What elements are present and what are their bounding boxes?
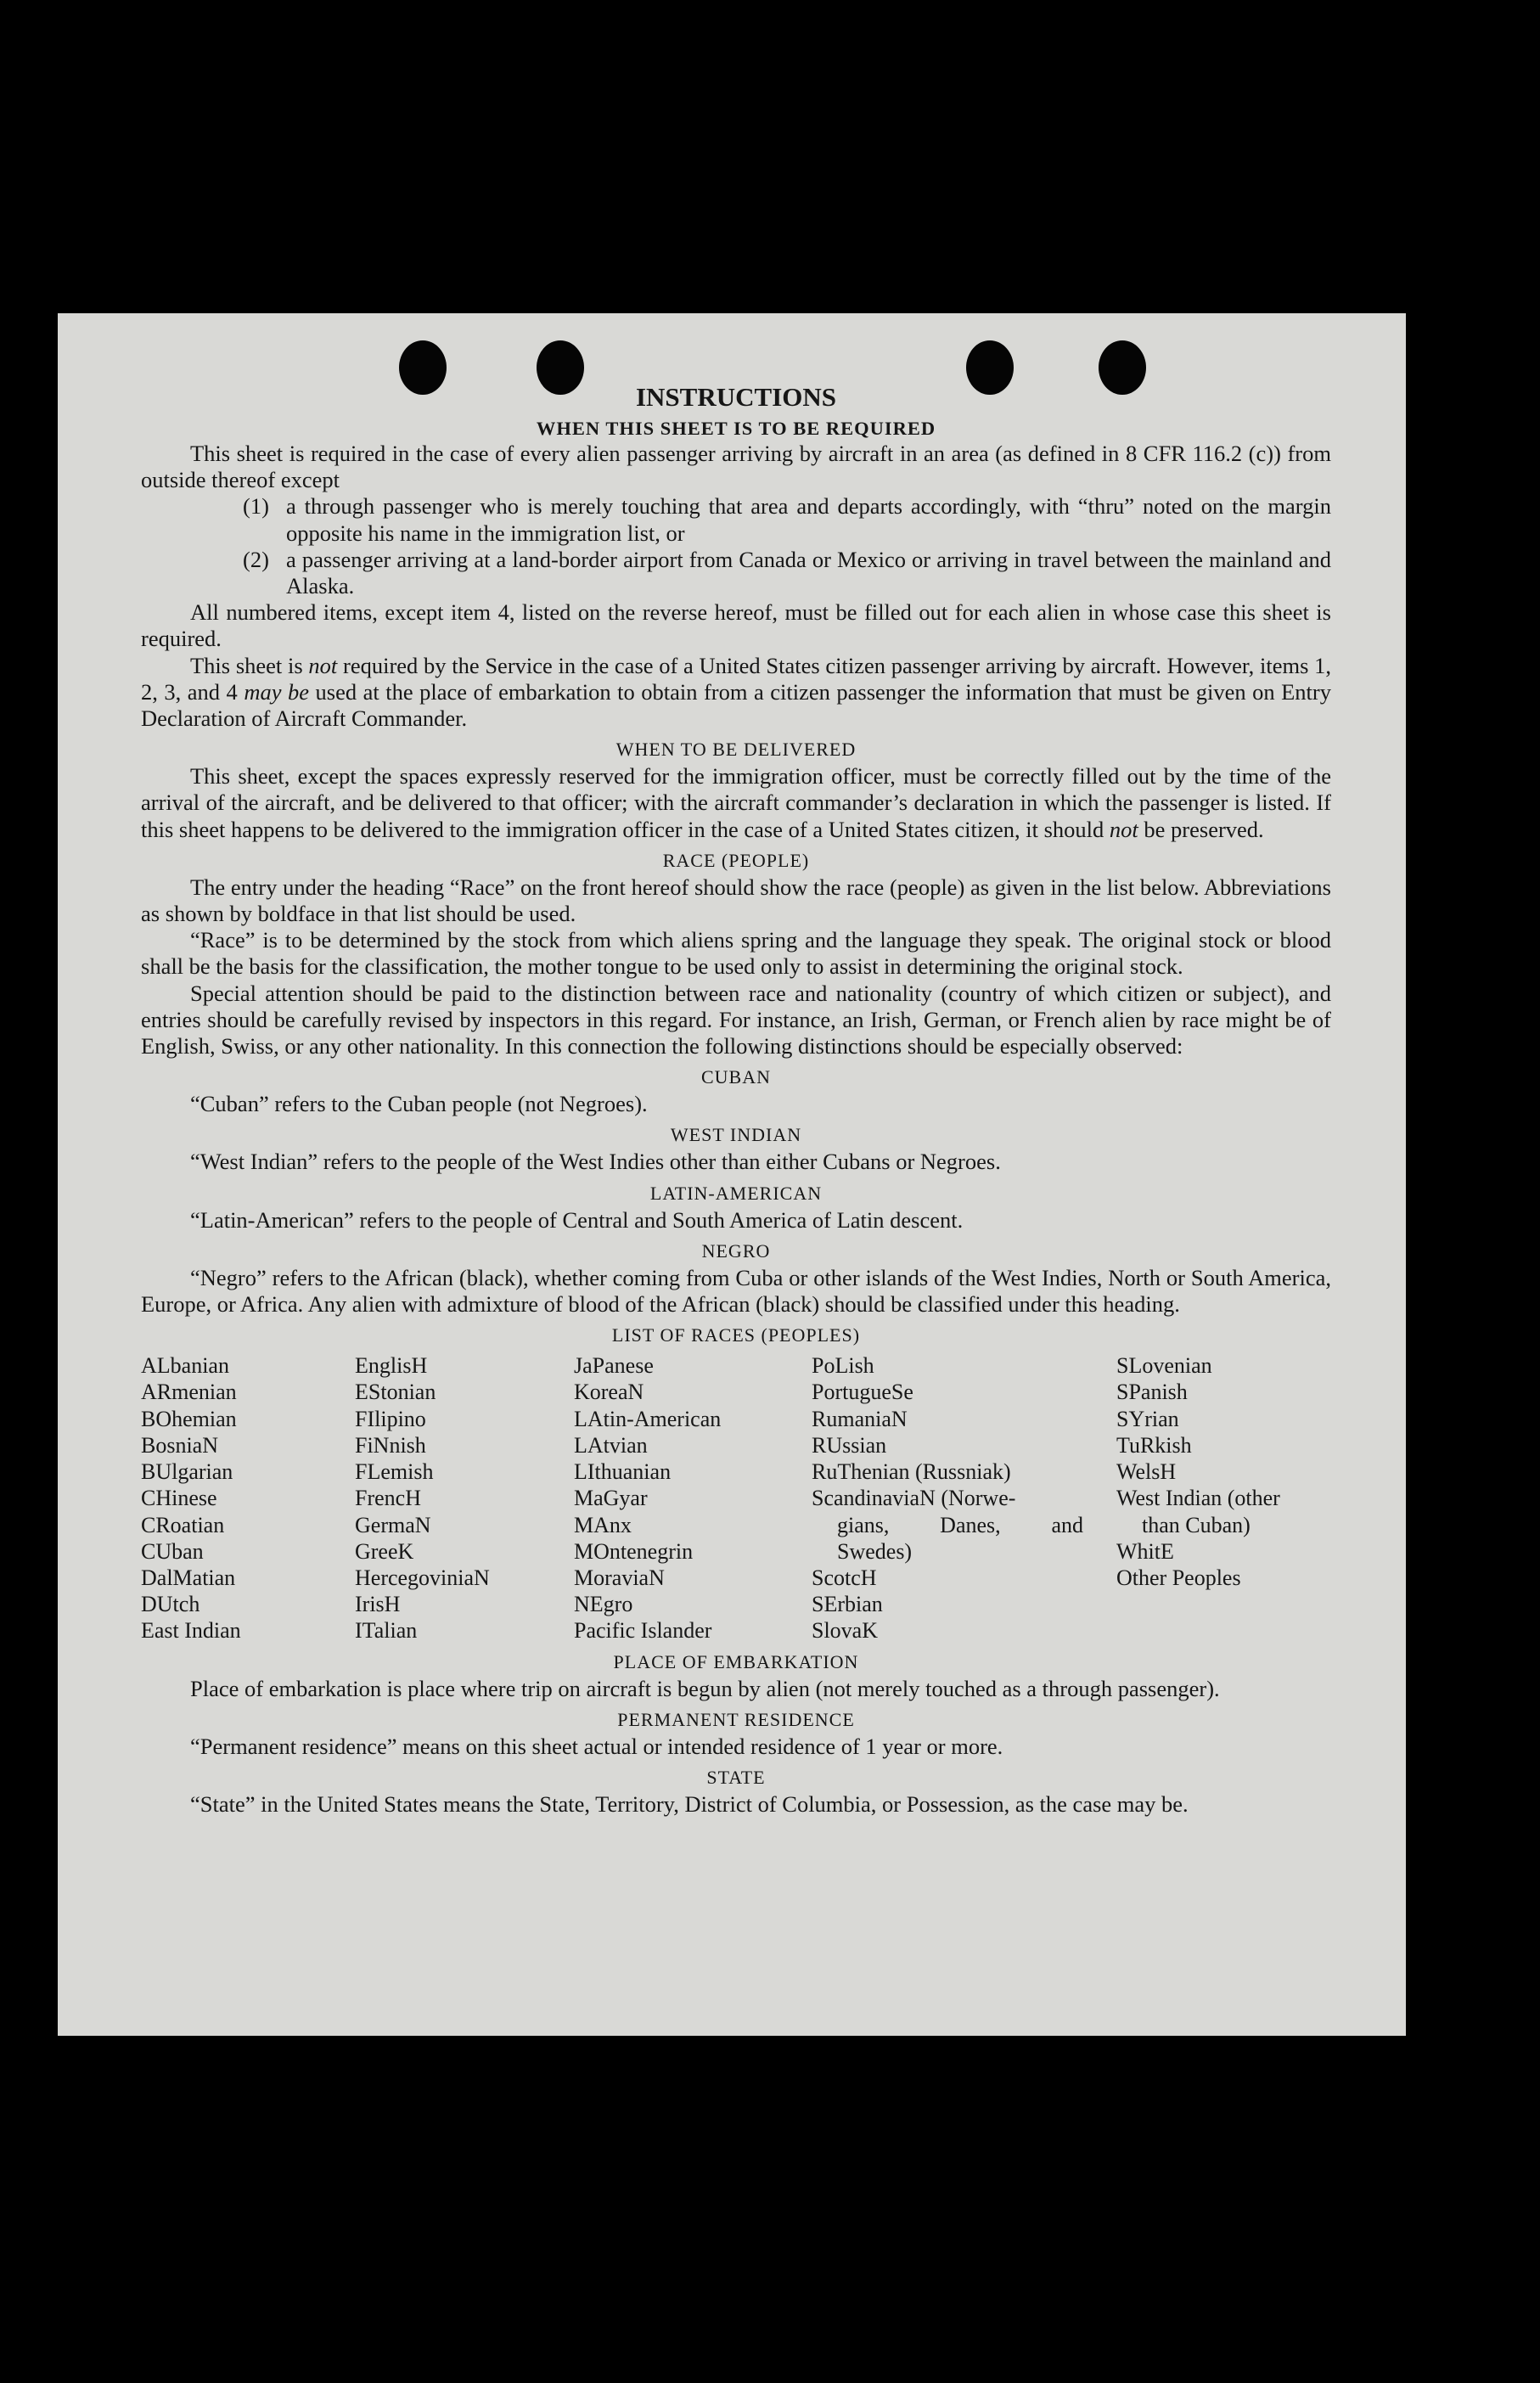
list-item: GermaN (355, 1512, 431, 1537)
races-column (1116, 1352, 1354, 1644)
paragraph: All numbered items, except item 4, listed on the reverse hereof, must be filled out for each alien in whose case this sheet is required. (141, 599, 1331, 652)
list-item: RuThenian (Russniak) (812, 1459, 1011, 1485)
paragraph: “Race” is to be determined by the stock from which aliens spring and the language they speak. The original stock or blood shall be the basis for the classification, the mother tongue to be used only to assist in determining the original stock. (141, 927, 1331, 980)
section-heading-state: STATE (706, 1766, 766, 1788)
list-item: SLovenian (1116, 1353, 1212, 1379)
list-item: MaGyar (574, 1486, 648, 1511)
list-item-continuation: than Cuban) (1142, 1512, 1251, 1537)
section-heading-list-of-races: LIST OF RACES (PEOPLES) (611, 1324, 861, 1346)
list-item: East Indian (141, 1618, 241, 1644)
paragraph: “State” in the United States means the State, Territory, District of Columbia, or Possession, as the case may be. (190, 1790, 1189, 1817)
section-heading-race: RACE (PEOPLE) (662, 849, 810, 871)
list-item: ARmenian (141, 1380, 237, 1405)
list-item: CUban (141, 1538, 204, 1564)
punch-hole (966, 340, 1014, 395)
list-item: West Indian (other (1116, 1486, 1280, 1511)
list-item: SErbian (812, 1592, 883, 1617)
list-item: DalMatian (141, 1565, 236, 1590)
section-heading-residence: PERMANENT RESIDENCE (617, 1708, 855, 1730)
paragraph: This sheet is required in the case of every alien passenger arriving by aircraft in an area (as defined in 8 CFR 116.2 (c)) from outside thereof except (141, 441, 1331, 493)
list-item: PoLish (812, 1353, 874, 1379)
list-item: RumaniaN (812, 1406, 908, 1431)
instruction-sheet (58, 313, 1406, 2036)
list-item (141, 493, 1331, 546)
list-item: ITalian (355, 1618, 418, 1644)
list-item: LIthuanian (574, 1459, 672, 1485)
races-column (141, 1352, 355, 1644)
list-item: Other Peoples (1116, 1565, 1241, 1590)
section-heading-negro: NEGRO (701, 1239, 771, 1262)
page-title: INSTRUCTIONS (635, 382, 836, 412)
list-item: BUlgarian (141, 1459, 233, 1485)
item-number: (2) (243, 546, 269, 572)
list-item: DUtch (141, 1592, 200, 1617)
list-item: LAtvian (574, 1432, 648, 1458)
list-item: HercegoviniaN (355, 1565, 490, 1590)
list-item: PortugueSe (812, 1380, 913, 1405)
races-list (141, 1352, 1331, 1644)
list-item-continuation: Swedes) (837, 1538, 913, 1564)
list-item: MOntenegrin (574, 1538, 694, 1564)
list-item: BOhemian (141, 1406, 237, 1431)
paragraph: “West Indian” refers to the people of the West Indies other than either Cubans or Negroes. (190, 1149, 1001, 1175)
races-column (355, 1352, 574, 1644)
list-item: ScotcH (812, 1565, 877, 1590)
paragraph: “Permanent residence” means on this sheet actual or intended residence of 1 year or more. (190, 1733, 1003, 1759)
list-item: CRoatian (141, 1512, 225, 1537)
paragraph: “Negro” refers to the African (black), whether coming from Cuba or other islands of the West Indies, North or South America, Europe, or Africa. Any alien with admixture of blood of the African (black) should be classified under this heading. (141, 1264, 1331, 1318)
list-item: RUssian (812, 1432, 887, 1458)
list-item: FrencH (355, 1486, 421, 1511)
list-item: CHinese (141, 1486, 217, 1511)
section-heading-delivered: WHEN TO BE DELIVERED (615, 739, 857, 761)
list-item: NEgro (574, 1592, 633, 1617)
races-column (812, 1352, 1116, 1644)
punch-hole (537, 340, 584, 395)
list-item: ALbanian (141, 1353, 229, 1379)
list-item: Pacific Islander (574, 1618, 712, 1644)
list-item-continuation: gians, Danes, and (837, 1512, 1083, 1537)
paragraph: “Cuban” refers to the Cuban people (not Negroes). (190, 1091, 648, 1117)
paragraph: Special attention should be paid to the distinction between race and nationality (country of which citizen or subject), and entries should be carefully revised by inspectors in this regard. For instance, an Irish, German, or French alien by race might be of English, Swiss, or any other nationality. In this connection the following distinctions should be especially observed: (141, 980, 1331, 1059)
item-number: (1) (243, 493, 269, 520)
paragraph: This sheet, except the spaces expressly reserved for the immigration officer, must be correctly filled out by the time of the arrival of the aircraft, and be delivered to that officer; with the aircraft commander’s declaration in which the passenger is listed. If this sheet happens to be delivered to the immigration officer in the case of a United States citizen, it should not be preserved. (141, 763, 1331, 842)
list-item: TuRkish (1116, 1432, 1192, 1458)
item-text: a through passenger who is merely touching that area and departs accordingly, with “thru” noted on the margin opposite his name in the immigration list, or (286, 493, 1331, 546)
section-heading-latin-american: LATIN-AMERICAN (649, 1182, 823, 1204)
list-item: SlovaK (812, 1618, 878, 1644)
list-item: FIlipino (355, 1406, 426, 1431)
list-item: MAnx (574, 1512, 632, 1537)
list-item: FLemish (355, 1459, 434, 1485)
paragraph: “Latin-American” refers to the people of Central and South America of Latin descent. (190, 1206, 964, 1233)
section-heading-cuban: CUBAN (700, 1066, 771, 1088)
list-item: FiNnish (355, 1432, 426, 1458)
list-item: SYrian (1116, 1406, 1179, 1431)
list-item (141, 547, 1331, 599)
paragraph: Place of embarkation is place where trip on aircraft is begun by alien (not merely touched as a through passenger). (190, 1675, 1220, 1701)
list-item: IrisH (355, 1592, 401, 1617)
punch-hole (399, 340, 447, 395)
item-text: a passenger arriving at a land-border airport from Canada or Mexico or arriving in travel between the mainland and Alaska. (286, 546, 1331, 599)
list-item: GreeK (355, 1538, 414, 1564)
list-item: KoreaN (574, 1380, 644, 1405)
races-column (574, 1352, 812, 1644)
list-item: ScandinaviaN (Norwe- (812, 1486, 1016, 1511)
list-item: WelsH (1116, 1459, 1177, 1485)
section-heading-west-indian: WEST INDIAN (670, 1124, 802, 1146)
list-item: JaPanese (574, 1353, 654, 1379)
list-item: MoraviaN (574, 1565, 665, 1590)
section-heading-embarkation: PLACE OF EMBARKATION (613, 1650, 859, 1672)
section-heading-required: WHEN THIS SHEET IS TO BE REQUIRED (536, 418, 936, 439)
list-item: LAtin-American (574, 1406, 722, 1431)
paragraph: This sheet is not required by the Service in the case of a United States citizen passenger arriving by aircraft. However, items 1, 2, 3, and 4 may be used at the place of embarkation to obtain from a citizen passenger the information that must be given on Entry Declaration of Aircraft Commander. (141, 652, 1331, 732)
list-item: WhitE (1116, 1538, 1174, 1564)
list-item: SPanish (1116, 1380, 1188, 1405)
list-item: EStonian (355, 1380, 436, 1405)
paragraph: The entry under the heading “Race” on the front hereof should show the race (people) as given in the list below. Abbreviations as shown by boldface in that list should be used. (141, 874, 1331, 927)
punch-hole (1099, 340, 1146, 395)
list-item: BosniaN (141, 1432, 218, 1458)
list-item: EnglisH (355, 1353, 428, 1379)
